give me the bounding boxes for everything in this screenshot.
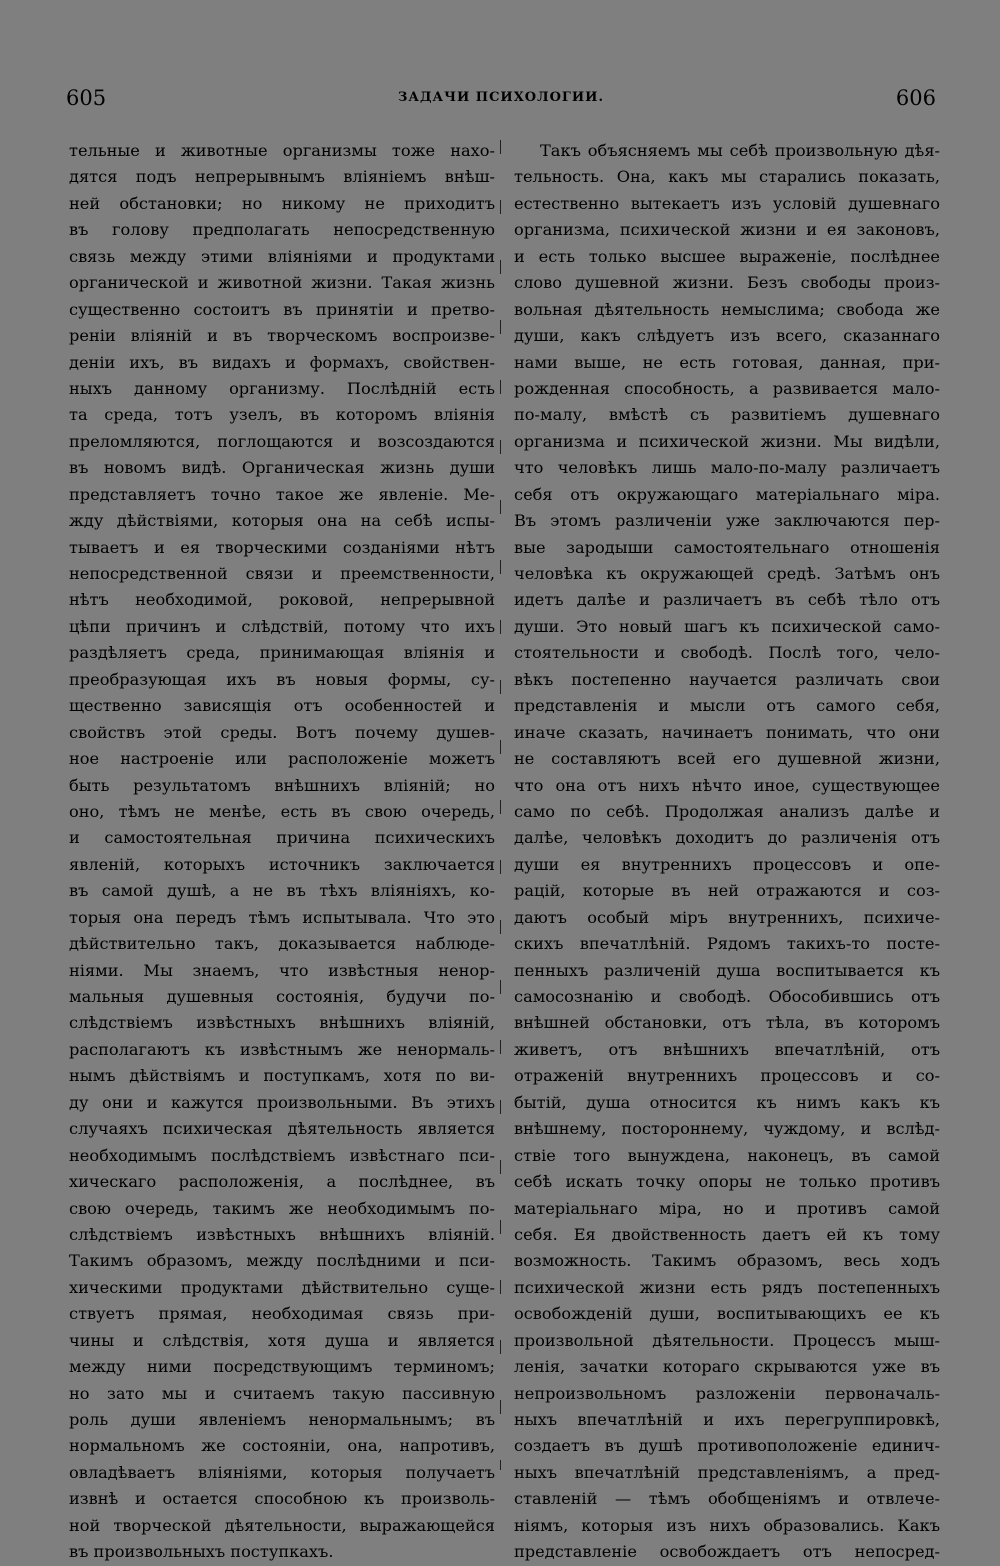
text-line: щественно зависящія отъ особенностей и <box>69 696 495 716</box>
text-line: хическими продуктами дѣйствительно суще- <box>69 1277 495 1297</box>
text-line: Въ этомъ различеніи уже заключаются пер- <box>514 511 940 531</box>
text-line: рожденная способность, а развивается мало- <box>514 378 940 398</box>
text-line: тельность. Она, какъ мы старались показать, <box>514 167 940 187</box>
column-divider <box>500 140 501 1470</box>
text-line: необходимымъ послѣдствіемъ извѣстнаго пси- <box>69 1145 495 1165</box>
text-line: тываетъ и ея творческими созданіями нѣтъ <box>69 537 495 557</box>
text-line: раздѣляетъ среда, принимающая вліянія и <box>69 643 495 663</box>
text-line: существенно состоитъ въ принятіи и претво- <box>69 299 495 319</box>
text-line: иначе сказать, начинаетъ понимать, что они <box>514 722 940 742</box>
text-line: но зато мы и считаемъ такую пассивную <box>69 1383 495 1403</box>
text-line: Такимъ образомъ, между послѣдними и пси- <box>69 1251 495 1271</box>
text-line: ленія, зачатки котораго скрываются уже въ <box>514 1357 940 1377</box>
text-line: и самостоятельная причина психическихъ <box>69 828 495 848</box>
text-line: быть результатомъ внѣшнихъ вліяній; но <box>69 775 495 795</box>
text-line: самосознанію и свободѣ. Обособившись отъ <box>514 987 940 1006</box>
text-line: непосредственной связи и преемственности, <box>69 564 495 583</box>
text-line: ныхъ впечатлѣній представленіямъ, а пред- <box>514 1462 940 1482</box>
text-line: организма, психической жизни и ея законовъ, <box>514 220 940 240</box>
text-line: жду дѣйствіями, которыя она на себѣ испы- <box>69 511 495 531</box>
text-line: Такъ объясняемъ мы себѣ произвольную дѣя- <box>540 141 940 160</box>
text-line: само по себѣ. Продолжая анализъ далѣе и <box>514 801 940 821</box>
text-line: и есть только высшее выраженіе, послѣднее <box>514 246 940 266</box>
text-line: ніямъ, которыя изъ нихъ образовались. Какъ <box>514 1515 940 1535</box>
text-line: ной творческой дѣятельности, выражающейся <box>69 1515 495 1535</box>
text-line: внѣшней обстановки, отъ тѣла, въ которомъ <box>514 1013 940 1033</box>
text-line: вые зародыши самостоятельнаго отношенія <box>514 537 940 557</box>
text-line: живетъ, отъ внѣшнихъ впечатлѣній, отъ <box>514 1039 940 1059</box>
text-line: даютъ особый міръ внутреннихъ, психиче- <box>514 907 940 927</box>
text-line: создаетъ въ душѣ противоположеніе единич- <box>514 1436 940 1456</box>
text-line: деніи ихъ, въ видахъ и формахъ, свойствен- <box>69 352 495 372</box>
text-line: ствіе того вынуждена, наконецъ, въ самой <box>514 1145 940 1165</box>
text-line: оно, тѣмъ не менѣе, есть въ свою очередь, <box>69 801 495 821</box>
text-line: тельные и животные организмы тоже нахо- <box>69 141 495 160</box>
text-line: психической жизни есть рядъ постепенныхъ <box>514 1277 940 1297</box>
right-column <box>514 138 940 1566</box>
text-line: чины и слѣдствія, хотя душа и является <box>69 1330 495 1350</box>
text-line: себѣ искать точку опоры не только противъ <box>514 1172 940 1192</box>
text-line: что она отъ нихъ нѣчто иное, существующее <box>514 775 940 795</box>
text-line: непроизвольномъ разложеніи первоначаль- <box>514 1383 940 1403</box>
text-line: бытій, душа относится къ нимъ какъ къ <box>514 1092 940 1112</box>
text-line: цѣпи причинъ и слѣдствій, потому что ихъ <box>69 616 495 636</box>
text-line: ное настроеніе или расположеніе можетъ <box>69 749 495 769</box>
text-line: въ новомъ видѣ. Органическая жизнь души <box>69 458 495 478</box>
text-line: себя отъ окружающаго матеріальнаго міра. <box>514 484 940 504</box>
text-line: ствуетъ прямая, необходимая связь при- <box>69 1304 495 1324</box>
text-line: ныхъ данному организму. Послѣдній есть <box>69 378 495 398</box>
text-line: торыя она передъ тѣмъ испытывала. Что это <box>69 907 495 927</box>
text-line: представленія и мысли отъ самого себя, <box>514 696 940 716</box>
text-line: извнѣ и остается способною къ произволь- <box>69 1489 495 1509</box>
text-line: представляетъ точно такое же явленіе. Ме- <box>69 484 495 504</box>
page-number-right: 606 <box>895 86 936 110</box>
text-line: хическаго расположенія, а послѣднее, въ <box>69 1172 495 1192</box>
text-line: дятся подъ непрерывнымъ вліяніемъ внѣш- <box>69 167 495 187</box>
text-line: скихъ впечатлѣній. Рядомъ такихъ-то посте- <box>514 934 940 954</box>
text-line: явленій, которыхъ источникъ заключается <box>69 854 495 874</box>
text-line: въ голову предполагать непосредственную <box>69 220 495 240</box>
text-line: отраженій внутреннихъ процессовъ и со- <box>514 1066 940 1086</box>
text-line: души. Это новый шагъ къ психической само- <box>514 616 940 636</box>
text-line: ду они и кажутся произвольными. Въ этихъ <box>69 1092 495 1112</box>
text-line: внѣшнему, постороннему, чуждому, и вслѣд- <box>514 1119 940 1139</box>
text-line: въ произвольныхъ поступкахъ. <box>69 1542 334 1562</box>
text-line: случаяхъ психическая дѣятельность является <box>69 1119 495 1139</box>
text-line: преломляются, поглощаются и возсоздаются <box>69 431 495 451</box>
text-line: нормальномъ же состояніи, она, напротивъ, <box>69 1436 495 1456</box>
text-line: рацій, которые въ ней отражаются и соз- <box>514 881 940 901</box>
text-line: въ самой душѣ, а не въ тѣхъ вліяніяхъ, ко- <box>69 881 495 901</box>
text-line: не составляютъ всей его душевной жизни, <box>514 749 940 769</box>
text-line: реніи вліяній и въ творческомъ воспроизве- <box>69 326 495 346</box>
left-column <box>69 138 495 1566</box>
text-line: души, какъ слѣдуетъ изъ всего, сказаннаго <box>514 326 940 346</box>
text-line: стоятельности и свободѣ. Послѣ того, чело- <box>514 643 940 663</box>
text-line: по-малу, вмѣстѣ съ развитіемъ душевнаго <box>514 405 940 425</box>
text-line: мальныя душевныя состоянія, будучи по- <box>69 987 495 1006</box>
text-line: слѣдствіемъ извѣстныхъ внѣшнихъ вліяній. <box>69 1224 495 1244</box>
text-line: что человѣкъ лишь мало-по-малу различаетъ <box>514 458 940 478</box>
text-line: ныхъ впечатлѣній и ихъ перегруппировкѣ, <box>514 1410 940 1429</box>
text-line: та среда, тотъ узелъ, въ которомъ вліянія <box>69 405 495 425</box>
text-line: себя. Ея двойственность даетъ ей къ тому <box>514 1224 940 1244</box>
text-line: слѣдствіемъ извѣстныхъ внѣшнихъ вліяній, <box>69 1013 495 1033</box>
text-line: дѣйствительно такъ, доказывается наблюде- <box>69 934 495 954</box>
text-line: роль души явленіемъ ненормальнымъ; въ <box>69 1410 495 1429</box>
page-header <box>66 86 936 116</box>
text-line: идетъ далѣе и различаетъ въ себѣ тѣло отъ <box>514 590 940 610</box>
text-line: ставленій — тѣмъ обобщеніямъ и отвлече- <box>514 1489 940 1509</box>
text-line: между ними посредствующимъ терминомъ; <box>69 1357 495 1377</box>
text-line: свойствъ этой среды. Вотъ почему душев- <box>69 722 495 742</box>
text-line: освобожденій души, воспитывающихъ ее къ <box>514 1304 940 1324</box>
text-line: естественно вытекаетъ изъ условій душевнаго <box>514 193 940 213</box>
page-number-left: 605 <box>66 86 107 110</box>
text-line: ней обстановки; но никому не приходитъ <box>69 193 495 213</box>
text-line: нымъ дѣйствіямъ и поступкамъ, хотя по ви- <box>69 1066 495 1086</box>
text-line: пенныхъ различеній душа воспитывается къ <box>514 960 940 980</box>
text-line: души ея внутреннихъ процессовъ и опе- <box>514 854 940 874</box>
text-line: вѣкъ постепенно научается различать свои <box>514 669 940 689</box>
text-line: возможность. Такимъ образомъ, весь ходъ <box>514 1251 940 1271</box>
text-line: матеріальнаго міра, но и противъ самой <box>514 1198 940 1218</box>
text-line: человѣка къ окружающей средѣ. Затѣмъ онъ <box>514 564 940 583</box>
text-line: органической и животной жизни. Такая жизнь <box>69 273 495 293</box>
text-line: организма и психической жизни. Мы видѣли, <box>514 431 940 451</box>
text-line: вольная дѣятельность немыслима; свобода же <box>514 299 940 319</box>
text-line: связь между этими вліяніями и продуктами <box>69 246 495 266</box>
text-line: преобразующая ихъ въ новыя формы, су- <box>69 669 495 689</box>
text-line: далѣе, человѣкъ доходитъ до различенія отъ <box>514 828 940 848</box>
text-line: ніями. Мы знаемъ, что извѣстныя ненор- <box>69 960 495 980</box>
text-line: произвольной дѣятельности. Процессъ мыш- <box>514 1330 940 1350</box>
text-line: располагаютъ къ извѣстнымъ же ненормаль- <box>69 1039 495 1059</box>
text-line: представленіе освобождаетъ отъ непосред- <box>514 1542 940 1562</box>
text-line: нѣтъ необходимой, роковой, непрерывной <box>69 590 495 610</box>
text-line: свою очередь, такимъ же необходимымъ по- <box>69 1198 495 1218</box>
running-title: ЗАДАЧИ ПСИХОЛОГИИ. <box>398 90 604 105</box>
text-line: слово душевной жизни. Безъ свободы произ- <box>514 273 940 293</box>
text-line: овладѣваетъ вліяніями, которыя получаетъ <box>69 1462 495 1482</box>
text-line: нами выше, не есть готовая, данная, при- <box>514 352 940 372</box>
